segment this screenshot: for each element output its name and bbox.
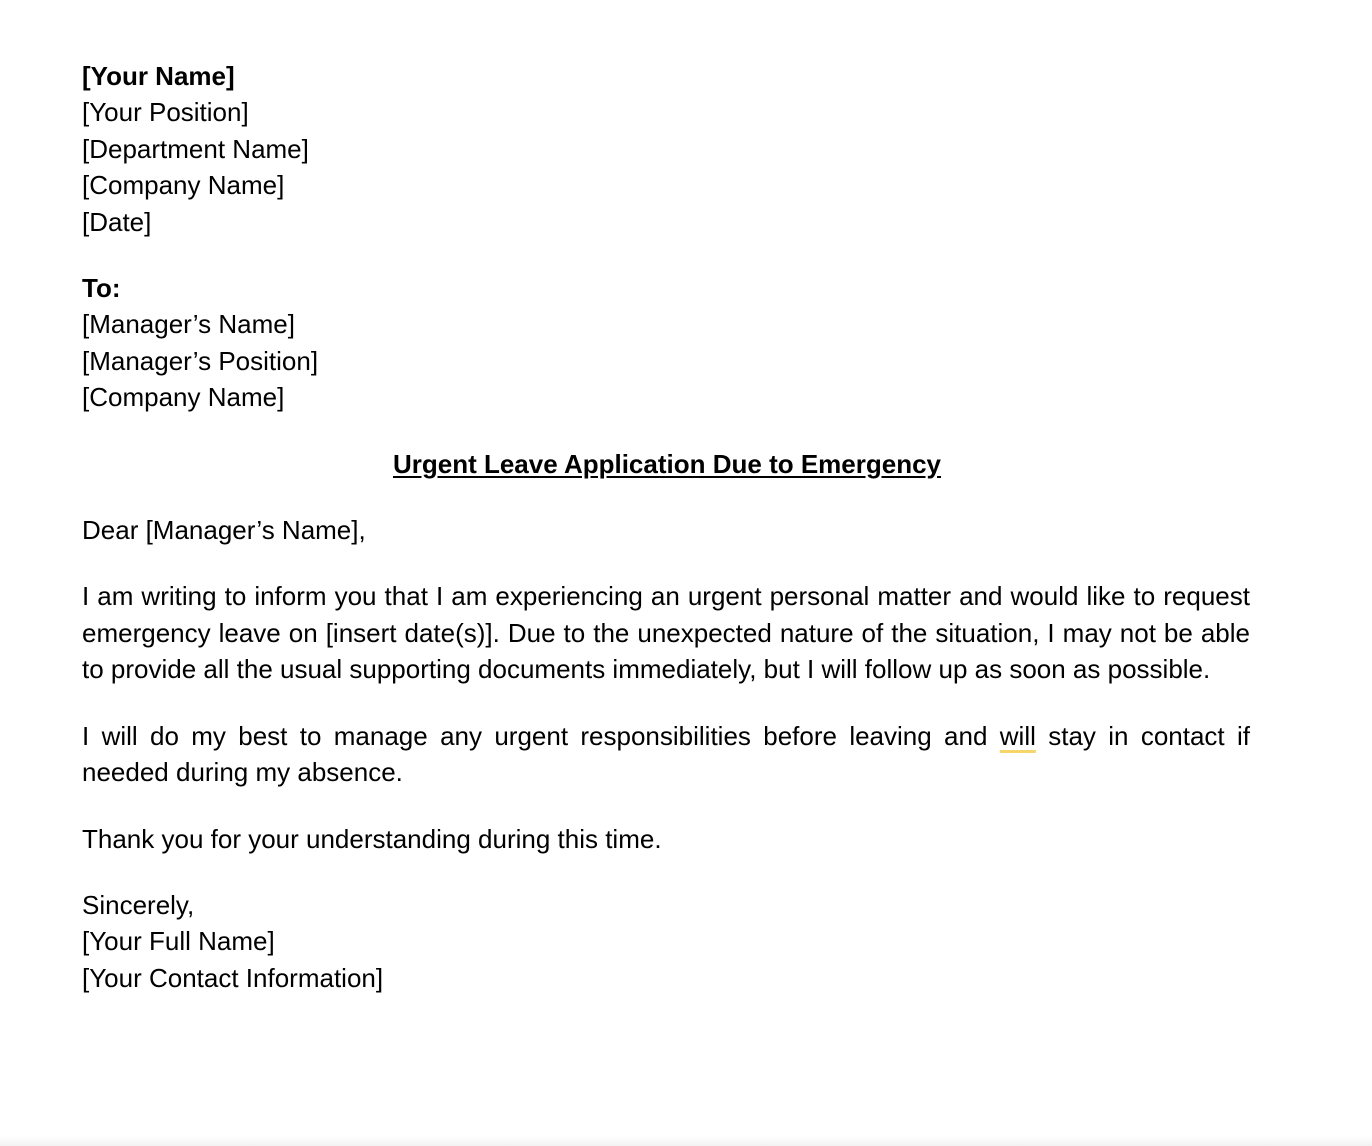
recipient-company: [Company Name] <box>82 382 285 413</box>
sender-department: [Department Name] <box>82 133 309 164</box>
recipient-label: To: <box>82 273 121 304</box>
sender-company: [Company Name] <box>82 170 285 201</box>
recipient-name: [Manager’s Name] <box>82 309 295 340</box>
paragraph-2-text-before: I will do my best to manage any urgent responsibilities before leaving and <box>82 720 1000 751</box>
sender-position: [Your Position] <box>82 97 249 128</box>
recipient-position: [Manager’s Position] <box>82 345 319 376</box>
letter-date: [Date] <box>82 206 152 237</box>
body-paragraph-1: I am writing to inform you that I am experiencing an urgent personal matter and would like to request emergency leave on [insert date(s)]. Due to the unexpected nature of the situation, I may not be able to provide all the usual supporting documents immediately, but I will follow up as soon as possible. <box>82 581 1250 685</box>
spellcheck-flagged-word[interactable]: will <box>999 720 1036 751</box>
signer-full-name: [Your Full Name] <box>82 926 275 957</box>
body-paragraph-3: Thank you for your understanding during this time. <box>82 823 662 854</box>
page-bottom-edge <box>0 1136 1372 1146</box>
paragraph-2-text-after: stay in contact if needed during my absence. <box>82 720 1250 788</box>
signer-contact-info: [Your Contact Information] <box>82 962 384 993</box>
valediction: Sincerely, <box>82 889 195 920</box>
closing-block <box>82 887 1250 996</box>
salutation: Dear [Manager’s Name], <box>82 515 366 546</box>
sender-name: [Your Name] <box>82 61 235 91</box>
sender-block <box>82 58 1250 240</box>
body-paragraph-2 <box>82 718 1250 791</box>
letter-document <box>82 58 1250 996</box>
recipient-block <box>82 270 1250 416</box>
subject-heading: Urgent Leave Application Due to Emergency <box>392 448 942 479</box>
